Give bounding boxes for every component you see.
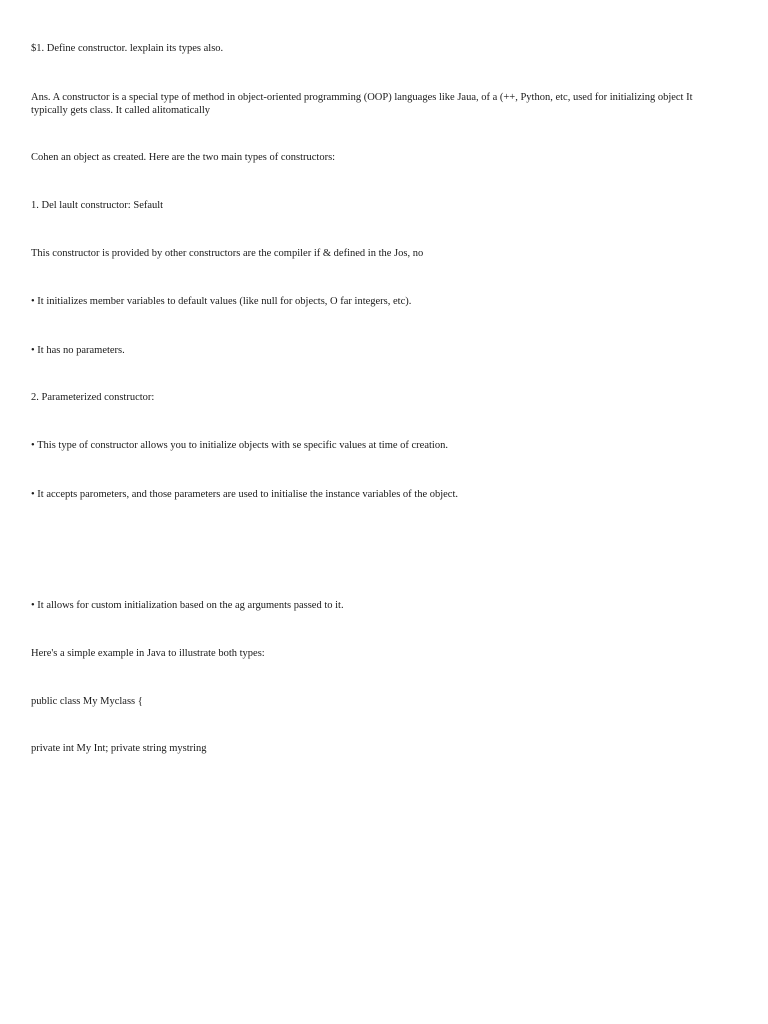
default-constructor-heading: 1. Del lault constructor: Sefault [31, 200, 164, 211]
parameterized-constructor-heading: 2. Parameterized constructor: [31, 392, 155, 403]
code-line-1: public class My Myclass { [31, 696, 143, 707]
question-heading: $1. Define constructor. lexplain its types also. [31, 43, 224, 54]
parameterized-constructor-bullet-3: • It allows for custom initialization based on the ag arguments passed to it. [31, 600, 344, 611]
parameterized-constructor-bullet-1: • This type of constructor allows you to initialize objects with se specific values at time of creation. [31, 440, 448, 451]
parameterized-constructor-bullet-2: • It accepts parometers, and those parameters are used to initialise the instance variables of the object. [31, 489, 459, 500]
default-constructor-bullet-1: • It initializes member variables to default values (like null for objects, O far integers, etc). [31, 296, 412, 307]
default-constructor-description: This constructor is provided by other constructors are the compiler if & defined in the Jos, no [31, 248, 424, 259]
example-intro-paragraph: Here's a simple example in Java to illustrate both types: [31, 648, 265, 659]
answer-intro-paragraph: Ans. A constructor is a special type of method in object-oriented programming (OOP) languages like Jaua, of a (++, Python, etc, used for initializing object It typically gets class. It called alitomatically [31, 92, 693, 116]
code-line-2: private int My Int; private string mystring [31, 743, 207, 754]
default-constructor-bullet-2: • It has no parameters. [31, 345, 125, 356]
answer-continuation-paragraph: Cohen an object as created. Here are the two main types of constructors: [31, 152, 336, 163]
